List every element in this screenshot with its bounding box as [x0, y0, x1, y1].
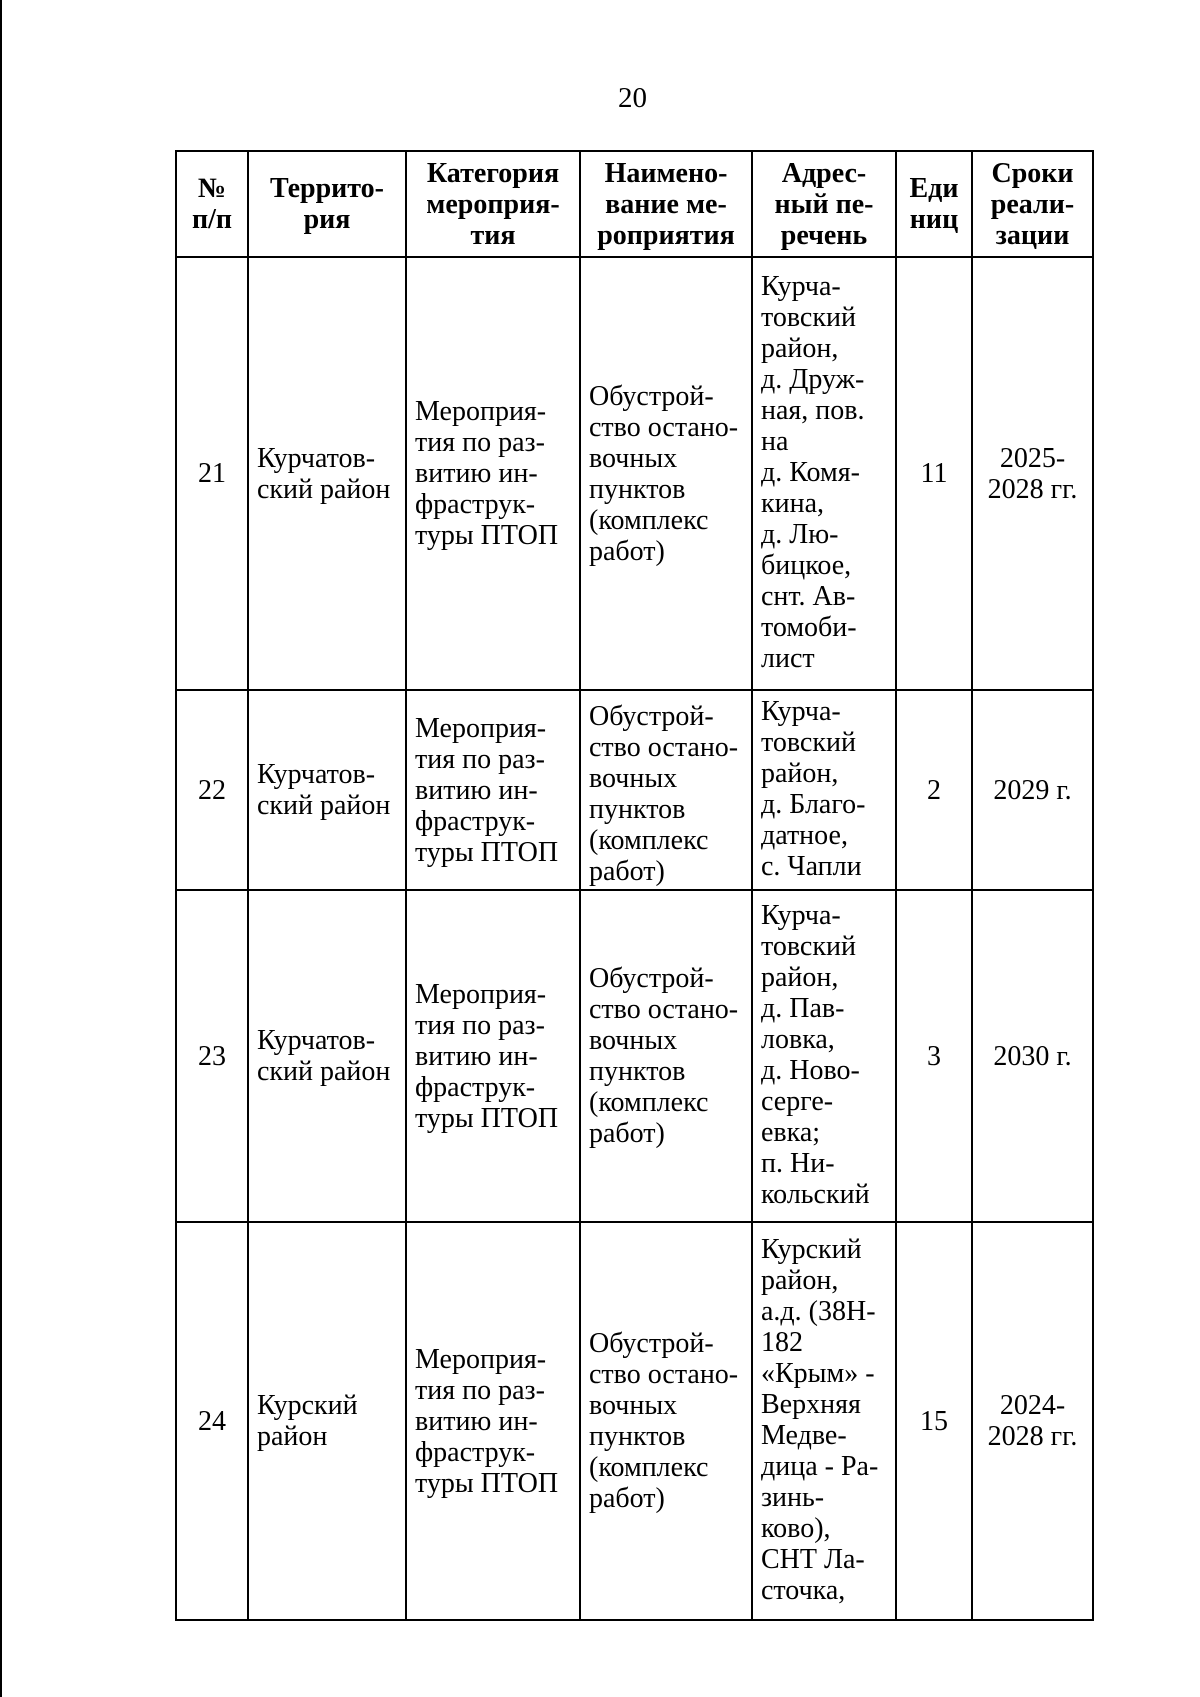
cell-num: 24: [176, 1222, 248, 1620]
cell-units: 11: [896, 257, 972, 690]
cell-category: Мероприя- тия по раз- витию ин- фраструк- туры ПТОП: [406, 257, 580, 690]
header-num: № п/п: [176, 151, 248, 257]
cell-territory: Курчатов- ский район: [248, 257, 406, 690]
cell-name: Обустрой- ство остано- вочных пунктов (комплекс работ): [580, 257, 752, 690]
cell-address: Курский район, а.д. (38Н- 182 «Крым» - Верхняя Медве- дица - Ра- зинь- ково), СНТ Ла- сточка,: [752, 1222, 896, 1620]
cell-num: 23: [176, 890, 248, 1222]
cell-name: Обустрой- ство остано- вочных пунктов (комплекс работ): [580, 1222, 752, 1620]
cell-name: Обустрой- ство остано- вочных пунктов (комплекс работ): [580, 890, 752, 1222]
table-row: [176, 1222, 1093, 1620]
cell-address: Курча- товский район, д. Друж- ная, пов. на д. Комя- кина, д. Лю- бицкое, снт. Ав- томоби- лист: [752, 257, 896, 690]
cell-num: 22: [176, 690, 248, 890]
cell-units: 3: [896, 890, 972, 1222]
measures-table: [175, 150, 1094, 1621]
cell-category: Мероприя- тия по раз- витию ин- фраструк- туры ПТОП: [406, 690, 580, 890]
cell-territory: Курчатов- ский район: [248, 890, 406, 1222]
cell-term: 2029 г.: [972, 690, 1093, 890]
cell-term: 2025- 2028 гг.: [972, 257, 1093, 690]
cell-term: 2030 г.: [972, 890, 1093, 1222]
cell-units: 15: [896, 1222, 972, 1620]
header-term: Сроки реали- зации: [972, 151, 1093, 257]
header-territory: Террито- рия: [248, 151, 406, 257]
cell-address: Курча- товский район, д. Пав- ловка, д. Ново- серге- евка; п. Ни- кольский: [752, 890, 896, 1222]
table-header-row: [176, 151, 1093, 257]
cell-num: 21: [176, 257, 248, 690]
header-name: Наимено- вание ме- роприятия: [580, 151, 752, 257]
page-edge-line: [0, 0, 2, 1697]
cell-units: 2: [896, 690, 972, 890]
cell-term: 2024- 2028 гг.: [972, 1222, 1093, 1620]
page-number: 20: [618, 82, 647, 114]
cell-territory: Курский район: [248, 1222, 406, 1620]
table-row: [176, 890, 1093, 1222]
header-address: Адрес- ный пе- речень: [752, 151, 896, 257]
header-units: Еди ниц: [896, 151, 972, 257]
table-row: [176, 257, 1093, 690]
header-category: Категория мероприя- тия: [406, 151, 580, 257]
cell-category: Мероприя- тия по раз- витию ин- фраструк- туры ПТОП: [406, 1222, 580, 1620]
cell-address: Курча- товский район, д. Благо- датное, с. Чапли: [752, 690, 896, 890]
cell-territory: Курчатов- ский район: [248, 690, 406, 890]
cell-category: Мероприя- тия по раз- витию ин- фраструк- туры ПТОП: [406, 890, 580, 1222]
cell-name: Обустрой- ство остано- вочных пунктов (комплекс работ): [580, 690, 752, 890]
table-row: [176, 690, 1093, 890]
